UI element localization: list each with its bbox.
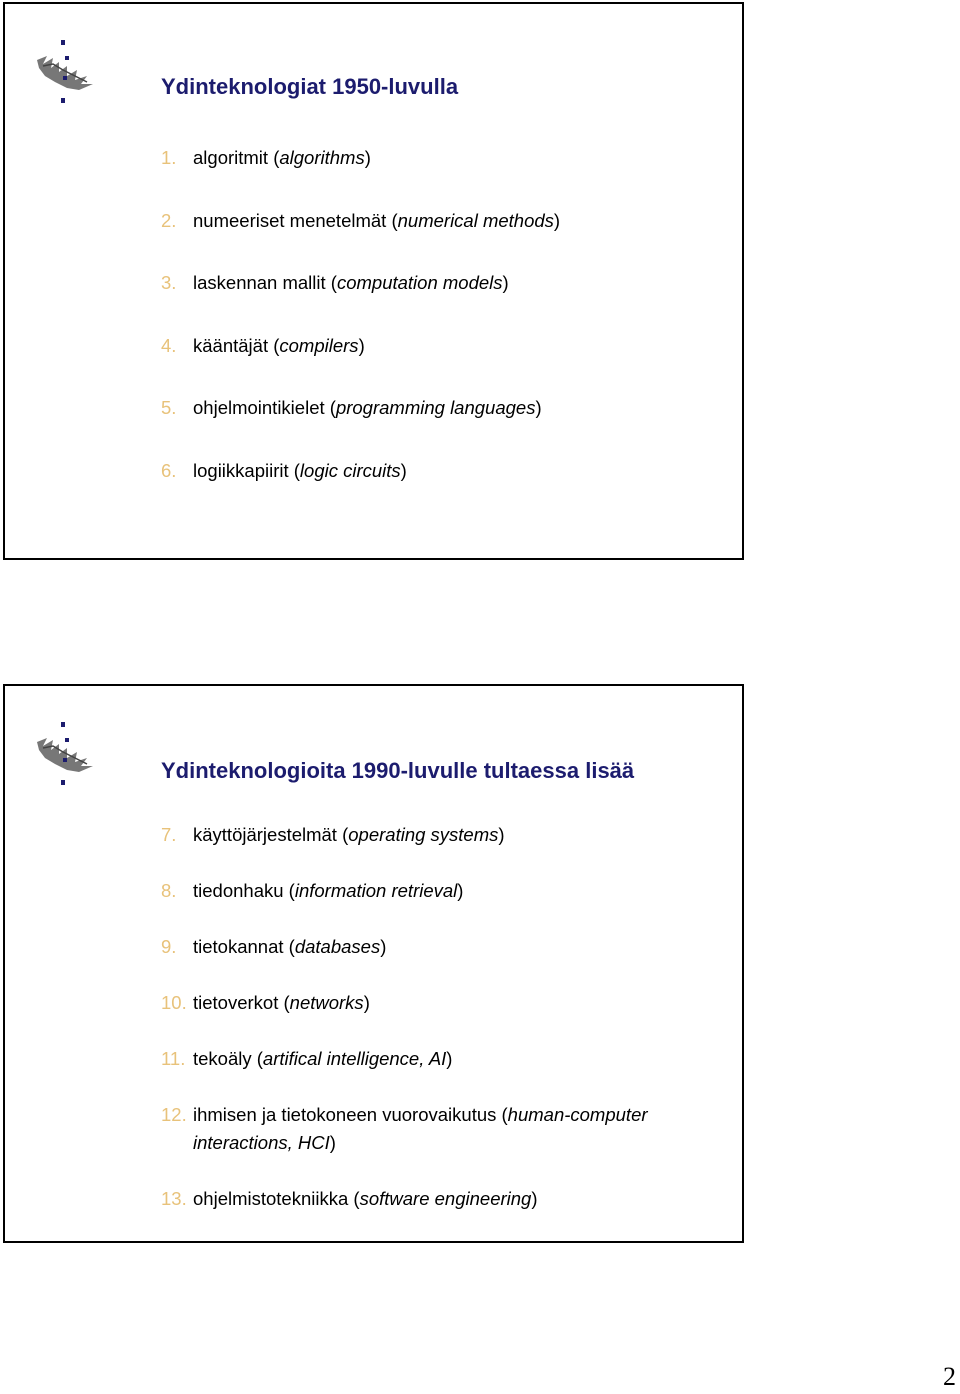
list-item: 2. numeeriset menetelmät (numerical methods)	[161, 207, 732, 270]
list-item: 13. ohjelmistotekniikka (software engineering)	[161, 1185, 732, 1213]
item-number: 6.	[161, 459, 177, 481]
list-item: 8. tiedonhaku (information retrieval)	[161, 877, 732, 905]
list-item: 1. algoritmit (algorithms)	[161, 144, 732, 207]
item-list	[161, 144, 732, 519]
list-item: 9. tietokannat (databases)	[161, 933, 732, 961]
list-item: 10. tietoverkot (networks)	[161, 989, 732, 1017]
page-number: 2	[943, 1362, 956, 1391]
item-list	[161, 821, 732, 1241]
slide-title: Ydinteknologioita 1990-luvulle tultaessa lisää	[161, 758, 635, 783]
item-number: 1.	[161, 147, 177, 168]
university-logo-icon	[33, 40, 97, 104]
list-item: 4. kääntäjät (compilers)	[161, 332, 732, 395]
item-number: 2.	[161, 209, 177, 231]
item-number: 12.	[161, 1104, 187, 1125]
item-number: 13.	[161, 1188, 187, 1209]
item-number: 7.	[161, 824, 177, 845]
list-item: 3. laskennan mallit (computation models)	[161, 269, 732, 332]
university-logo-icon	[33, 722, 97, 786]
list-item: 12. ihmisen ja tietokoneen vuorovaikutus (human-computer interactions, HCI)	[161, 1101, 732, 1157]
list-item: 7. käyttöjärjestelmät (operating systems)	[161, 821, 732, 849]
item-number: 8.	[161, 880, 177, 901]
item-number: 5.	[161, 397, 177, 418]
slide-2	[3, 684, 744, 1243]
item-number: 3.	[161, 272, 177, 293]
list-item: 11. tekoäly (artifical intelligence, AI)	[161, 1045, 732, 1073]
item-number: 11.	[161, 1048, 186, 1069]
item-number: 9.	[161, 936, 177, 957]
list-item: 5. ohjelmointikielet (programming languages)	[161, 394, 732, 457]
item-number: 4.	[161, 334, 177, 356]
slide-1	[3, 2, 744, 560]
item-number: 10.	[161, 992, 187, 1013]
list-item: 6. logiikkapiirit (logic circuits)	[161, 457, 732, 520]
slide-title: Ydinteknologiat 1950-luvulla	[161, 74, 459, 99]
